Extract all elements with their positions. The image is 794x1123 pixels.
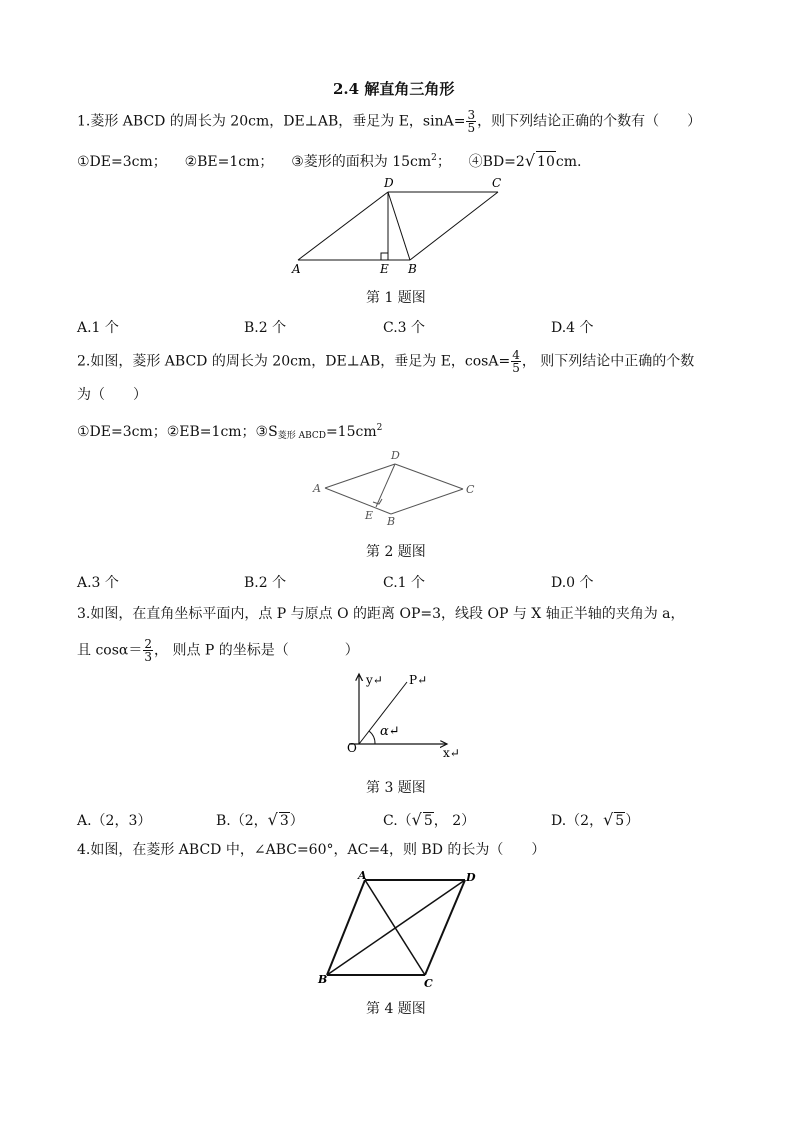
q3-c-text: C.（ bbox=[383, 813, 412, 829]
side-ad bbox=[325, 464, 395, 488]
label-d: D bbox=[391, 449, 400, 462]
label-alpha: α↵ bbox=[380, 724, 400, 739]
side-ad bbox=[298, 192, 388, 260]
segment-de bbox=[376, 464, 395, 507]
q1-statement-2: ②BE=1cm； bbox=[184, 154, 274, 170]
q3-frac-den: 3 bbox=[144, 650, 152, 664]
label-c: C bbox=[466, 483, 475, 496]
q3-d-text: D.（2， bbox=[551, 813, 604, 829]
q2-text-a: 2.如图，菱形 ABCD 的周长为 20cm，DE⊥AB，垂足为 E，cosA= bbox=[77, 353, 511, 370]
q1-s4-text: ④BD=2 bbox=[468, 154, 525, 170]
q1-frac-num: 3 bbox=[467, 108, 476, 122]
question-2-statements bbox=[77, 418, 382, 446]
q1-text-a: 1.菱形 ABCD 的周长为 20cm，DE⊥AB，垂足为 E，sinA= bbox=[77, 113, 466, 130]
label-b: B bbox=[318, 973, 328, 986]
q2-frac-num: 4 bbox=[512, 348, 520, 362]
q1-s3-sup: 2 bbox=[431, 153, 437, 163]
q1-frac-den: 5 bbox=[467, 121, 476, 135]
question-2-stem bbox=[77, 349, 694, 374]
q1-s3-text: ③菱形的面积为 15cm bbox=[291, 154, 432, 170]
side-cb bbox=[410, 192, 498, 260]
sqrt-symbol: √ bbox=[411, 810, 422, 829]
q3-text-c: ， 则点 P 的坐标是（ ） bbox=[154, 642, 359, 659]
right-angle-mark bbox=[381, 253, 388, 260]
sqrt-symbol: √ bbox=[267, 810, 278, 829]
q2-superscript: 2 bbox=[376, 423, 383, 433]
label-b: B bbox=[387, 515, 396, 528]
q3-c-end: ， 2） bbox=[433, 813, 476, 829]
q3-d-radicand: 5 bbox=[615, 813, 625, 829]
figure-4 bbox=[310, 868, 485, 990]
q2-option-b[interactable]: B.2 个 bbox=[244, 575, 287, 591]
figure-2-caption: 第 2 题图 bbox=[366, 544, 426, 560]
label-o: O bbox=[347, 741, 357, 755]
side-ba bbox=[327, 880, 365, 975]
q1-statement-4 bbox=[468, 151, 582, 170]
q2-frac-den: 5 bbox=[512, 361, 520, 375]
label-e: E bbox=[365, 509, 374, 522]
sqrt-symbol: √ bbox=[524, 151, 536, 170]
label-c: C bbox=[424, 977, 433, 990]
q3-c-radicand: 5 bbox=[423, 813, 433, 829]
q1-text-b: ，则下列结论正确的个数有（ ） bbox=[477, 113, 702, 130]
q3-b-radicand: 3 bbox=[279, 813, 289, 829]
q2-option-a[interactable]: A.3 个 bbox=[77, 575, 119, 591]
q1-s4-unit: cm. bbox=[555, 154, 582, 170]
side-dc bbox=[395, 464, 463, 489]
q1-option-c[interactable]: C.3 个 bbox=[383, 320, 426, 336]
q2-text-b: ， 则下列结论中正确的个数 bbox=[521, 353, 695, 370]
label-x: x↵ bbox=[443, 746, 460, 760]
figure-4-caption: 第 4 题图 bbox=[366, 1001, 426, 1017]
figure-1-caption: 第 1 题图 bbox=[366, 290, 426, 306]
q2-option-c[interactable]: C.1 个 bbox=[383, 575, 426, 591]
figure-3 bbox=[335, 668, 465, 764]
label-d: D bbox=[384, 176, 394, 190]
label-e: E bbox=[380, 262, 389, 276]
right-angle-mark bbox=[373, 499, 382, 504]
figure-1 bbox=[280, 172, 520, 282]
q3-option-d[interactable] bbox=[551, 810, 639, 830]
q3-d-end: ） bbox=[625, 813, 640, 829]
question-3-stem-cont bbox=[77, 638, 359, 663]
q2-option-d[interactable]: D.0 个 bbox=[551, 575, 594, 591]
segment-db bbox=[388, 192, 410, 260]
question-1-stem bbox=[77, 109, 701, 134]
q3-text-b: 且 cosα＝ bbox=[77, 642, 143, 659]
q1-s3-end: ； bbox=[436, 154, 451, 170]
label-p: P↵ bbox=[409, 673, 428, 687]
sqrt-symbol: √ bbox=[603, 810, 614, 829]
q3-fraction bbox=[143, 638, 153, 663]
figure-2 bbox=[305, 444, 485, 530]
page-title: 2.4 解直角三角形 bbox=[333, 80, 455, 98]
label-a: A bbox=[313, 482, 321, 495]
q2-subscript: 菱形 ABCD bbox=[277, 431, 326, 441]
label-c: C bbox=[492, 176, 502, 190]
q1-s4-radicand: 10 bbox=[536, 151, 556, 172]
question-2-stem-cont: 为（ ） bbox=[77, 387, 147, 403]
question-1-statements bbox=[77, 148, 581, 172]
q1-option-d[interactable]: D.4 个 bbox=[551, 320, 594, 336]
side-cb bbox=[391, 489, 463, 514]
q2-statements-end: =15cm bbox=[325, 424, 377, 440]
label-b: B bbox=[408, 262, 417, 276]
label-a: A bbox=[292, 262, 301, 276]
label-a: A bbox=[358, 869, 367, 882]
q1-statement-1: ①DE=3cm； bbox=[77, 154, 167, 170]
label-d: D bbox=[466, 871, 476, 884]
q2-fraction bbox=[511, 349, 521, 374]
q3-option-b[interactable] bbox=[216, 810, 304, 830]
q3-option-c[interactable] bbox=[383, 810, 475, 830]
q1-option-b[interactable]: B.2 个 bbox=[244, 320, 287, 336]
q3-frac-num: 2 bbox=[144, 637, 152, 651]
q3-b-end: ） bbox=[289, 813, 304, 829]
q1-statement-3 bbox=[291, 154, 451, 170]
question-4-stem: 4.如图，在菱形 ABCD 中，∠ABC=60°，AC=4，则 BD 的长为（ ） bbox=[77, 842, 546, 858]
angle-arc bbox=[369, 731, 375, 744]
label-y: y↵ bbox=[366, 673, 383, 687]
q1-option-a[interactable]: A.1 个 bbox=[77, 320, 119, 336]
q1-fraction bbox=[466, 109, 476, 134]
question-3-stem: 3.如图，在直角坐标平面内，点 P 与原点 O 的距离 OP=3，线段 OP 与 X 轴正半轴的夹角为 a， bbox=[77, 606, 685, 622]
q3-option-a[interactable]: A.（2，3） bbox=[77, 813, 152, 829]
figure-3-caption: 第 3 题图 bbox=[366, 780, 426, 796]
q2-statements-text: ①DE=3cm；②EB=1cm；③S bbox=[77, 424, 278, 440]
q3-b-text: B.（2， bbox=[216, 813, 268, 829]
